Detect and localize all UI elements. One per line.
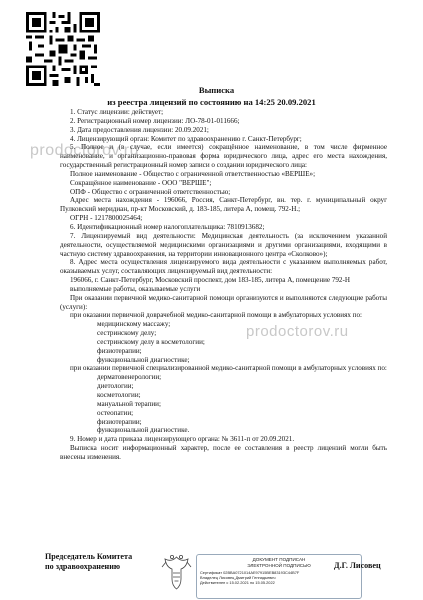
- ogrn-line: ОГРН - 1217800025464;: [70, 214, 143, 223]
- specialized-care-heading: при оказании первичной специализированной медико-санитарной помощи в амбулаторных условиях по:: [70, 364, 387, 373]
- validity-line: Действителен с 15.02.2021 по 15.05.2022: [200, 580, 275, 586]
- service-item: дерматовенерологии;: [97, 373, 162, 382]
- services-heading: выполняемые работы, оказываемые услуги: [70, 284, 201, 293]
- service-item: медицинскому массажу;: [97, 320, 171, 329]
- primary-care-heading: при оказании первичной доврачебной медико-санитарной помощи в амбулаторных условиях по:: [70, 311, 362, 320]
- signer-title: [45, 552, 132, 572]
- org-name-heading: 5. Полное и (в случае, если имеется) сокращённое наименование, в том числе фирменное наименование, и организационно-правовая форма юридического лица, адрес его места нахождения, государственный регистрационный номер записи о создании юридического лица:: [60, 143, 387, 170]
- watermark: prodoctorov.ru: [246, 323, 349, 340]
- watermark: prodoctorov.ru: [30, 142, 139, 159]
- subtitle-line: из реестра лицензий по состоянию на 14:25 20.09.2021: [107, 97, 316, 107]
- certificate-line: Сертификат 02BBA0721014AE97915BEB83193C44B7F: [200, 570, 300, 576]
- coat-of-arms-icon: [160, 553, 193, 593]
- short-name-line: Сокращённое наименование - ООО "ВЕРШЕ";: [70, 178, 212, 187]
- document-title: [0, 84, 423, 108]
- title-line: Выписка: [198, 85, 235, 95]
- order-line: 9. Номер и дата приказа лицензирующего органа: № 3611-п от 20.09.2021.: [70, 435, 295, 444]
- qr-code: [26, 12, 100, 86]
- service-item: физиотерапии;: [97, 346, 142, 355]
- activity-address-line: 196066, г. Санкт-Петербург, Московский проспект, дом 183-185, литера А, помещение 792-Н: [70, 276, 350, 285]
- services-intro: При оказании первичной медико-санитарной помощи организуются и выполняются следующие работы (услуги):: [60, 293, 387, 311]
- owner-line: Владелец Лисовец Дмитрий Геннадьевич: [200, 575, 276, 581]
- signer-name: Д.Г. Лисовец: [334, 561, 381, 570]
- service-item: косметологии;: [97, 391, 141, 399]
- disclaimer-line: Выписка носит информационный характер, после ее составления в реестр лицензий могли быть внесены изменения.: [60, 444, 387, 461]
- activity-line: 7. Лицензируемый вид деятельности: Медицинская деятельность (за исключением указанной деятельности, осуществляемой медицинскими организациями и другими организациями, входящими в частную систему здравоохранения, на территории инновационного центра «Сколково»);: [60, 231, 387, 258]
- activity-address-heading: 8. Адрес места осуществления лицензируемого вида деятельности с указанием выполняемых работ, оказываемых услуг, составляющих лицензируемый вид деятельности:: [60, 258, 387, 276]
- licensing-body-line: 4. Лицензирующий орган: Комитет по здравоохранению г. Санкт-Петербург;: [70, 134, 302, 143]
- stamp-line-1: ДОКУМЕНТ ПОДПИСАН: [252, 557, 306, 562]
- service-item: остеопатии;: [97, 408, 134, 417]
- license-date-line: 3. Дата предоставления лицензии: 20.09.2021;: [70, 125, 209, 134]
- full-name-line: Полное наименование - Общество с ограниченной ответственностью «ВЕРШЕ»;: [70, 169, 316, 178]
- stamp-details: [200, 570, 361, 585]
- service-item: физиотерапии;: [97, 417, 142, 426]
- opf-line: ОПФ - Общество с ограниченной ответственностью;: [70, 187, 231, 196]
- inn-line: 6. Идентификационный номер налогоплательщика: 7810913682;: [70, 222, 265, 231]
- service-item: сестринскому делу;: [97, 329, 157, 338]
- address-line: Адрес места нахождения - 196066, Россия, Санкт-Петербург, вн. тер. г. муниципальный округ Пулковский меридиан, пр-кт Московский, д. 183-185, литера А, помещ. 792-Н.;: [60, 196, 387, 214]
- stamp-line-2: ЭЛЕКТРОННОЙ ПОДПИСЬЮ: [247, 562, 311, 568]
- signer-title-line-2: по здравоохранению: [45, 562, 121, 571]
- document-body: [60, 108, 387, 462]
- license-number-line: 2. Регистрационный номер лицензии: ЛО-78-01-011666;: [70, 116, 240, 125]
- service-item: мануальной терапии;: [97, 399, 161, 408]
- signer-title-line-1: Председатель Комитета: [45, 552, 133, 561]
- service-item: сестринскому делу в косметологии;: [97, 337, 205, 346]
- service-item: функциональной диагностике;: [97, 355, 190, 364]
- service-item: диетологии;: [97, 382, 134, 391]
- service-item: функциональной диагностике.: [97, 426, 190, 435]
- status-line: 1. Статус лицензии: действует;: [70, 108, 164, 116]
